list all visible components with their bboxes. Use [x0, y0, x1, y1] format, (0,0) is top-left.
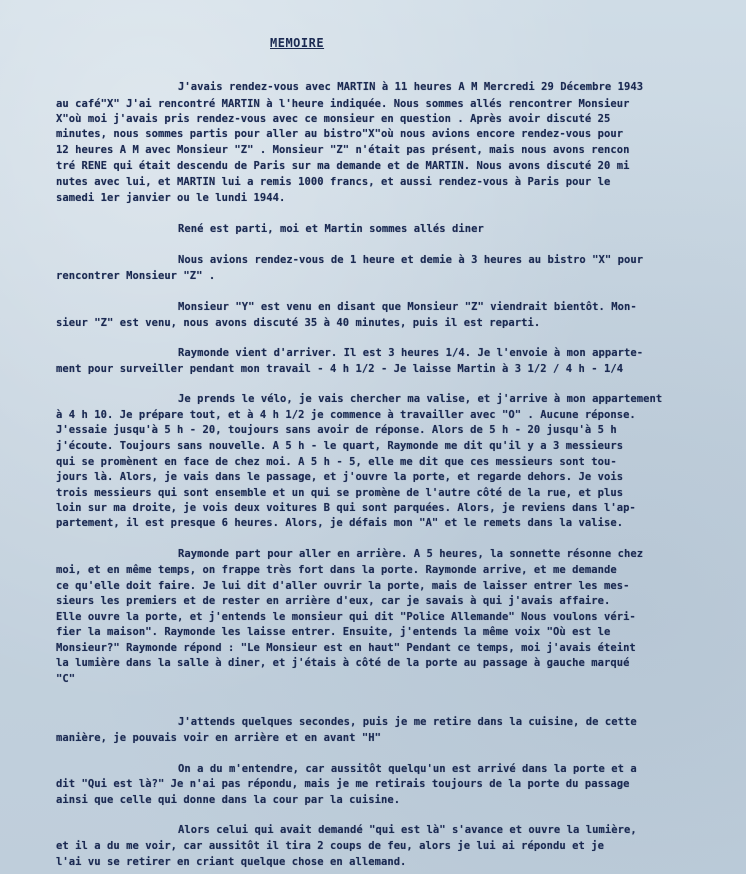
text-line: ce qu'elle doit faire. Je lui dit d'aller ouvrir la porte, mais de laisser entrer les mes- [56, 580, 630, 592]
text-line: jours là. Alors, je vais dans le passage, et j'ouvre la porte, et regarde dehors. Je vois [56, 471, 624, 483]
text-line: René est parti, moi et Martin sommes allés diner [178, 223, 484, 235]
text-line: Raymonde part pour aller en arrière. A 5 heures, la sonnette résonne chez [178, 548, 644, 560]
text-line: partement, il est presque 6 heures. Alors, je défais mon "A" et le remets dans la valise. [56, 517, 624, 529]
text-line: minutes, nous sommes partis pour aller au bistro"X"où nous avions encore rendez-vous pour [56, 128, 624, 140]
text-line: fier la maison". Raymonde les laisse entrer. Ensuite, j'entends la même voix "Où est le [56, 626, 611, 638]
text-line: ment pour surveiller pendant mon travail - 4 h 1/2 - Je laisse Martin à 3 1/2 / 4 h - 1/4 [56, 363, 624, 375]
text-line: j'écoute. Toujours sans nouvelle. A 5 h - le quart, Raymonde me dit qu'il y a 3 messieurs [56, 440, 624, 452]
text-line: rencontrer Monsieur "Z" . [56, 270, 216, 282]
text-line: Raymonde vient d'arriver. Il est 3 heures 1/4. Je l'envoie à mon apparte- [178, 347, 644, 359]
text-line: manière, je pouvais voir en arrière et en avant "H" [56, 732, 381, 744]
text-line: J'essaie jusqu'à 5 h - 20, toujours sans avoir de réponse. Alors de 5 h - 20 jusqu'à 5 h [56, 424, 617, 436]
text-line: 12 heures A M avec Monsieur "Z" . Monsieur "Z" n'était pas présent, mais nous avons rencon [56, 144, 630, 156]
text-line: nutes avec lui, et MARTIN lui a remis 1000 francs, et aussi rendez-vous à Paris pour le [56, 176, 611, 188]
text-line: samedi 1er janvier ou le lundi 1944. [56, 192, 286, 204]
text-line: J'avais rendez-vous avec MARTIN à 11 heures A M Mercredi 29 Décembre 1943 [178, 81, 644, 93]
text-line: X"où moi j'avais pris rendez-vous avec ce monsieur en question . Après avoir discuté 25 [56, 113, 611, 125]
text-line: sieurs les premiers et de rester en arrière d'eux, car je savais à qui j'avais affaire. [56, 595, 611, 607]
text-line: Monsieur?" Raymonde répond : "Le Monsieur est en haut" Pendant ce temps, moi j'avais éteint [56, 642, 636, 654]
text-line: On a du m'entendre, car aussitôt quelqu'un est arrivé dans la porte et a [178, 763, 637, 775]
text-line: qui se promènent en face de chez moi. A 5 h - 5, elle me dit que ces messieurs sont tou- [56, 456, 617, 468]
text-line: "C" [56, 673, 76, 685]
text-line: trois messieurs qui sont ensemble et un qui se promène de l'autre côté de la rue, et plus [56, 487, 624, 499]
text-line: tré RENE qui était descendu de Paris sur ma demande et de MARTIN. Nous avons discuté 20 mi [56, 160, 630, 172]
text-line: J'attends quelques secondes, puis je me retire dans la cuisine, de cette [178, 716, 637, 728]
text-line: Elle ouvre la porte, et j'entends le monsieur qui dit "Police Allemande" Nous voulons véri- [56, 611, 636, 623]
text-line: dit "Qui est là?" Je n'ai pas répondu, mais je me retirais toujours de la porte du passage [56, 778, 630, 790]
text-line: la lumière dans la salle à diner, et j'étais à côté de la porte au passage à gauche marqué [56, 657, 630, 669]
page-title: MEMOIRE [270, 36, 325, 50]
text-line: Alors celui qui avait demandé "qui est là" s'avance et ouvre la lumière, [178, 824, 637, 836]
text-line: et il a du me voir, car aussitôt il tira 2 coups de feu, alors je lui ai répondu et je [56, 840, 604, 852]
text-line: loin sur ma droite, je vois deux voitures B qui sont parquées. Alors, je reviens dans l'ap- [56, 502, 636, 514]
text-line: Je prends le vélo, je vais chercher ma valise, et j'arrive à mon appartement [178, 393, 663, 405]
text-line: Monsieur "Y" est venu en disant que Monsieur "Z" viendrait bientôt. Mon- [178, 301, 637, 313]
text-line: moi, et en même temps, on frappe très fort dans la porte. Raymonde arrive, et me demande [56, 564, 617, 576]
text-line: ainsi que celle qui donne dans la cour par la cuisine. [56, 794, 401, 806]
text-line: sieur "Z" est venu, nous avons discuté 35 à 40 minutes, puis il est reparti. [56, 317, 541, 329]
text-line: Nous avions rendez-vous de 1 heure et demie à 3 heures au bistro "X" pour [178, 254, 644, 266]
text-line: l'ai vu se retirer en criant quelque chose en allemand. [56, 856, 407, 868]
text-line: à 4 h 10. Je prépare tout, et à 4 h 1/2 je commence à travailler avec "O" . Aucune réponse. [56, 409, 636, 421]
text-line: au café"X" J'ai rencontré MARTIN à l'heure indiquée. Nous sommes allés rencontrer Monsieur [56, 98, 630, 110]
